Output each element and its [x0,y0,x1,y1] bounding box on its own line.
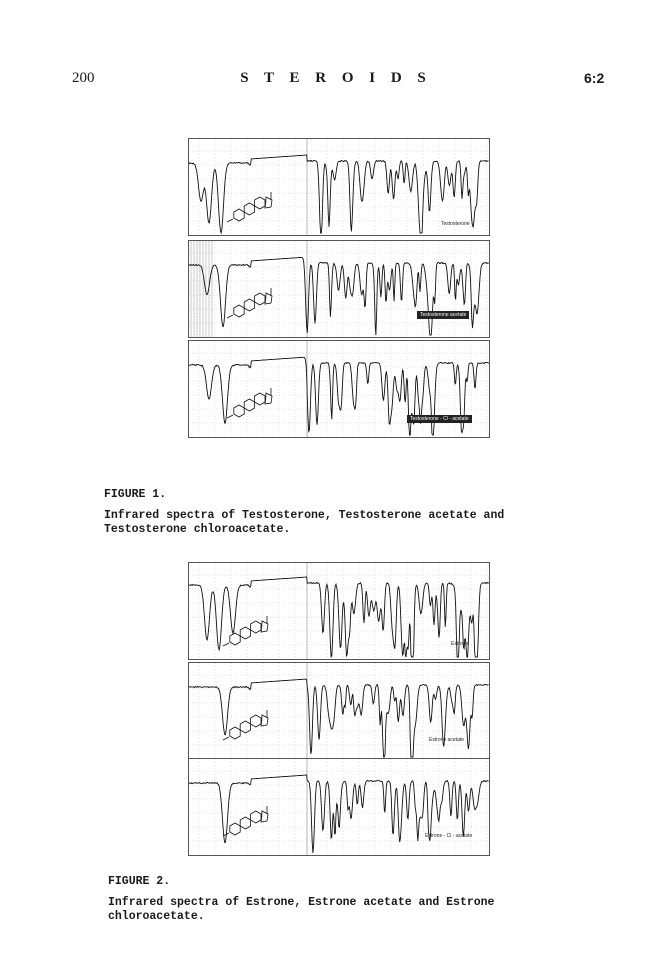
spectrum-trace [189,577,489,657]
spectrum-panel-testosterone-acetate [188,240,490,338]
steroid-structure-icon [223,616,268,646]
figure-2-caption: Infrared spectra of Estrone, Estrone acetate and Estrone chloroacetate. [108,896,495,923]
spectrum-estrone [189,563,489,659]
steroid-structure-icon [227,388,272,418]
journal-title: S T E R O I D S [240,70,432,86]
figure-1-caption: Infrared spectra of Testosterone, Testosterone acetate and Testosterone chloroacetate. [104,509,505,536]
spectrum-testosterone-acetate [189,241,489,337]
spectrum-trace [189,357,489,435]
steroid-structure-icon [227,288,272,318]
spectrum-trace [189,257,489,335]
page-number: 200 [72,70,95,86]
spectrum-label: Testosterone acetate [417,311,469,319]
spectrum-label: Testosterone - Cl - acetate [407,415,472,423]
spectrum-panel-estrone [188,562,490,660]
figure-2-title: FIGURE 2. [108,875,171,888]
spectrum-trace [189,775,489,853]
spectrum-label: Estrone acetate [429,737,465,743]
spectrum-panel-estrone-cl-acetate [188,758,490,856]
spectrum-panel-testosterone-cl-acetate [188,340,490,438]
spectrum-panel-testosterone [188,138,490,236]
spectrum-grid [189,759,489,855]
steroid-structure-icon [223,806,268,836]
figure-1-title: FIGURE 1. [104,488,167,501]
spectrum-estrone-cl-acetate [189,759,489,855]
figure-2 [188,552,490,860]
spectrum-label: Testosterone [441,221,470,227]
steroid-structure-icon [223,710,268,740]
figure-1 [188,130,490,440]
spectrum-trace [189,679,489,757]
spectrum-label: Estrone [451,641,469,647]
spectrum-estrone-acetate [189,663,489,759]
issue-number: 6:2 [584,70,605,86]
spectrum-panel-estrone-acetate [188,662,490,760]
spectrum-label: Estrone - Cl - acetate [425,833,473,839]
